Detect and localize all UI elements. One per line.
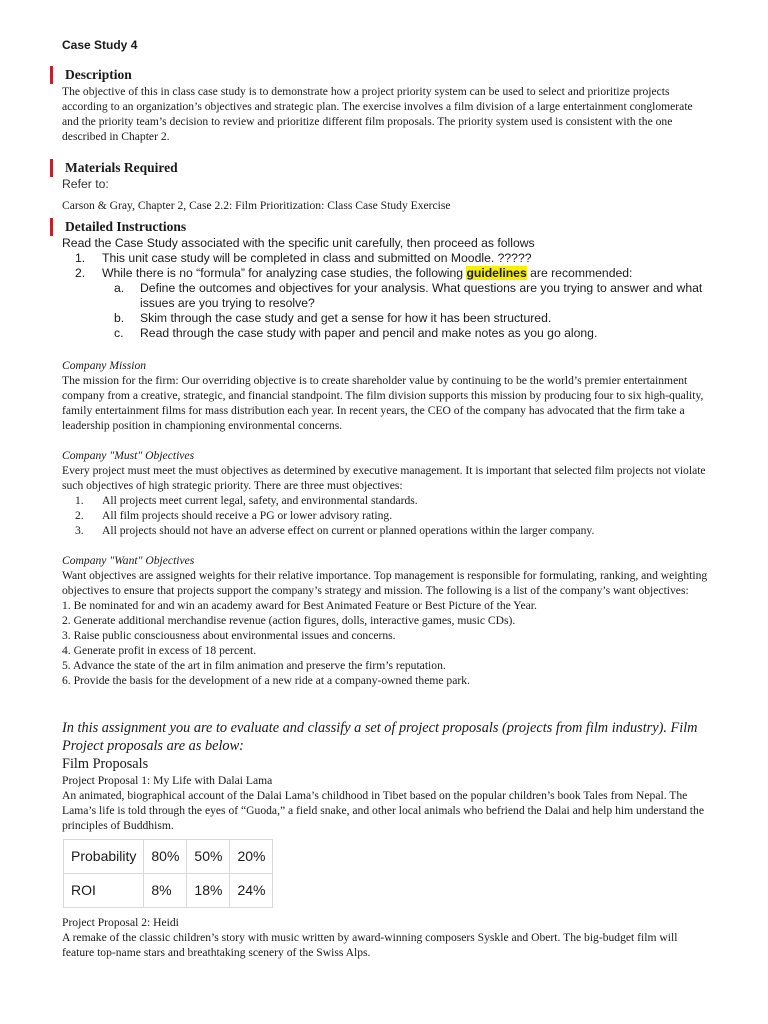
must-heading: Company "Must" Objectives: [62, 449, 195, 462]
want-item: 3. Raise public consciousness about environmental issues and concerns.: [62, 629, 396, 642]
want-heading: Company "Want" Objectives: [62, 554, 195, 567]
proposal-2-text: A remake of the classic children’s story with music written by award-winning composers Syskle and Obert. The big-budget film will feature top-name stars and breathtaking scenery of the Swiss Alps.: [62, 931, 678, 959]
table-cell: 24%: [230, 874, 273, 908]
want-item: 2. Generate additional merchandise revenue (action figures, dolls, interactive games, music CDs).: [62, 614, 516, 627]
table-row: [64, 840, 273, 874]
must-item: 2. All film projects should receive a PG or lower advisory rating.: [75, 509, 393, 522]
proposal-2-section: [62, 915, 712, 960]
want-item: 5. Advance the state of the art in film animation and preserve the firm’s reputation.: [62, 659, 446, 672]
table-cell: 8%: [144, 874, 187, 908]
instruction-subitem: a. Define the outcomes and objectives for your analysis. What questions are you trying to answer and what issues are you trying to resolve?: [114, 281, 703, 310]
reference-text: Carson & Gray, Chapter 2, Case 2.2: Film Prioritization: Class Case Study Exercise: [62, 199, 451, 212]
table-cell: 50%: [187, 840, 230, 874]
want-text: Want objectives are assigned weights for their relative importance. Top management is responsible for formulating, ranking, and weighting objectives to ensure that projects support the company’s strategy and mission. The following is a list of the company’s want objectives:: [62, 569, 708, 597]
instruction-subitem: b. Skim through the case study and get a sense for how it has been structured.: [114, 311, 552, 325]
assignment-section: [62, 719, 712, 908]
assignment-text: In this assignment you are to evaluate and classify a set of project proposals (projects from film industry). Film Project proposals are as below:: [62, 720, 698, 754]
proposal-1-text: An animated, biographical account of the Dalai Lama’s childhood in Tibet based on the popular children’s book Tales from Nepal. The Lama’s life is told through the eyes of “Guoda,” a field snake, and other local animals who befriend the Dalai and help him understand the principles of Buddhism.: [62, 789, 704, 832]
proposal-2-title: Project Proposal 2: Heidi: [62, 916, 179, 929]
must-text: Every project must meet the must objectives as determined by executive management. It is important that selected film projects not violate such objectives of high strategic priority. There are three must objectives:: [62, 464, 706, 492]
mission-heading: Company Mission: [62, 359, 147, 372]
materials-section: [62, 159, 712, 213]
want-section: [62, 553, 712, 688]
must-item: 3. All projects should not have an adverse effect on current or planned operations within the larger company.: [75, 524, 595, 537]
instruction-item: 2. While there is no “formula” for analyzing case studies, the following guidelines are recommended:: [75, 266, 633, 280]
mission-text: The mission for the firm: Our overriding objective is to create shareholder value by continuing to be the world’s premier entertainment company from a creative, strategic, and financial standpoint. The film division supports this mission by producing four to six high-quality, family entertainment films for mass distribution each year. In recent years, the CEO of the company has advocated that the firm take a leadership position in championing environmental concerns.: [62, 374, 704, 432]
film-proposals-heading: Film Proposals: [62, 756, 149, 772]
instructions-section: [62, 218, 712, 341]
description-section: [62, 66, 712, 144]
probability-roi-table: [63, 839, 273, 908]
materials-heading: Materials Required: [62, 159, 712, 177]
instructions-heading: Detailed Instructions: [62, 218, 712, 236]
want-item: 6. Provide the basis for the development of a new ride at a company-owned theme park.: [62, 674, 470, 687]
table-cell: 18%: [187, 874, 230, 908]
instruction-item: 1. This unit case study will be completed in class and submitted on Moodle. ?????: [75, 251, 532, 265]
proposal-1-title: Project Proposal 1: My Life with Dalai Lama: [62, 774, 273, 787]
table-cell: ROI: [64, 874, 144, 908]
want-item: 1. Be nominated for and win an academy award for Best Animated Feature or Best Picture of the Year.: [62, 599, 537, 612]
description-text: The objective of this in class case study is to demonstrate how a project priority system can be used to select and prioritize projects according to an organization’s objectives and strategic plan. The exercise involves a film division of a large entertainment conglomerate and the priority team’s decision to review and prioritize different film proposals. The priority system used is consistent with the one described in Chapter 2.: [62, 85, 693, 143]
guidelines-highlight: guidelines: [466, 266, 527, 280]
must-section: [62, 448, 712, 538]
mission-section: [62, 358, 712, 433]
case-title: Case Study 4: [62, 38, 138, 52]
refer-to-text: Refer to:: [62, 177, 109, 191]
table-cell: 80%: [144, 840, 187, 874]
want-item: 4. Generate profit in excess of 18 percent.: [62, 644, 257, 657]
table-cell: 20%: [230, 840, 273, 874]
table-row: [64, 874, 273, 908]
instruction-subitem: c. Read through the case study with paper and pencil and make notes as you go along.: [114, 326, 598, 340]
table-cell: Probability: [64, 840, 144, 874]
must-item: 1. All projects meet current legal, safety, and environmental standards.: [75, 494, 418, 507]
description-heading: Description: [62, 66, 712, 84]
instructions-intro: Read the Case Study associated with the specific unit carefully, then proceed as follows: [62, 236, 535, 250]
